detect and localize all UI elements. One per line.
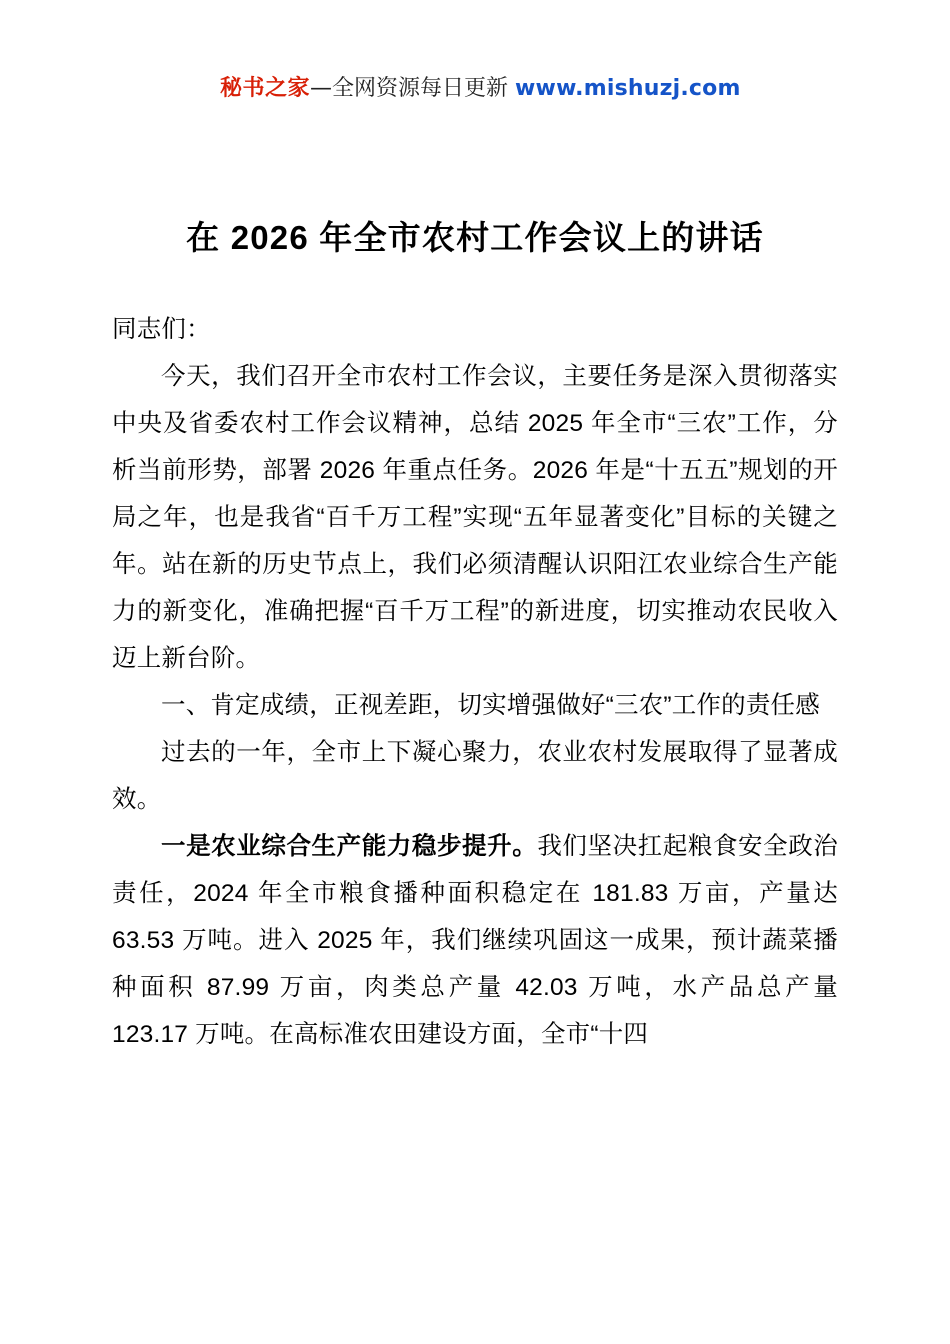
paragraph-3: 过去的一年，全市上下凝心聚力，农业农村发展取得了显著成效。 [112,739,838,813]
paragraph-4-text: 我们坚决扛起粮食安全政治责任，2024 年全市粮食播种面积稳定在 181.83 万亩，产量达 63.53 万吨。进入 2025 年，我们继续巩固这一成果，预计蔬菜播种面积 87.99 万亩，肉类总产量 42.03 万吨，水产品总产量 123.17 万吨。在高标准农田建设方面，全市“十四 [112,833,838,1048]
paragraph-1: 今天，我们召开全市农村工作会议，主要任务是深入贯彻落实中央及省委农村工作会议精神，总结 2025 年全市“三农”工作，分析当前形势，部署 2026 年重点任务。2026 年是“十五五”规划的开局之年，也是我省“百千万工程”实现“五年显著变化”目标的关键之年。站在新的历史节点上，我们必须清醒认识阳江农业综合生产能力的新变化，准确把握“百千万工程”的新进度，切实推动农民收入迈上新台阶。 [112,363,838,672]
paragraph-section-heading-1: 一、肯定成绩，正视差距，切实增强做好“三农”工作的责任感 [161,692,820,719]
paragraph-4 [112,823,838,1058]
site-header-separator: —全网资源每日更新 [310,76,516,101]
salutation: 同志们： [112,316,211,343]
page-title: 在 2026 年全市农村工作会议上的讲话 [186,219,764,256]
paragraph-4-bold-lead: 一是农业综合生产能力稳步提升。 [161,833,538,860]
site-brand-name: 秘书之家 [220,76,311,101]
site-watermark-header [112,74,838,104]
site-url-link[interactable]: www.mishuzj.com [515,76,741,101]
document-body [112,306,838,1058]
